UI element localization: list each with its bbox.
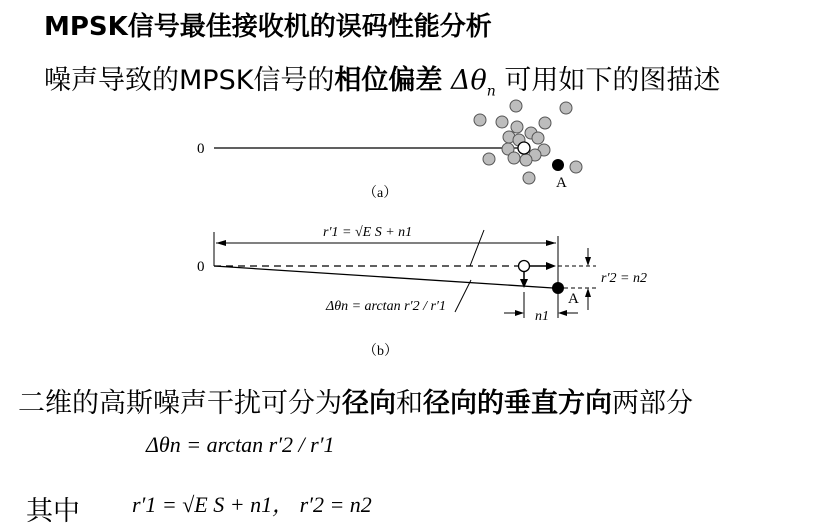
figure-a-origin-label: 0 <box>197 141 205 157</box>
dim-arrow-left <box>216 240 226 246</box>
angle-leader <box>455 280 471 312</box>
intro-symbol: $\Delta\theta_n$ <box>451 65 496 100</box>
intro-text-after: 可用如下的图描述 <box>504 65 721 96</box>
ideal-signal-point <box>519 261 530 272</box>
noise-cloud <box>474 100 582 184</box>
figure-b-caption: （b） <box>363 344 398 359</box>
main-formula: Δθn = arctan r′2 / r′1 <box>146 432 335 457</box>
where-formula: r′1 = √E S + n1， r′2 = n2 <box>132 492 372 517</box>
sentence-part-1: 二维的高斯噪声干扰可分为 <box>18 388 342 419</box>
received-vector <box>214 266 553 288</box>
sentence-part-3: 两部分 <box>612 388 693 419</box>
figure-a-caption: （a） <box>363 186 398 201</box>
received-point-a <box>552 282 564 294</box>
n1-dim-arrow-right <box>558 310 567 316</box>
n1-label: n1 <box>535 309 549 324</box>
intro-text-before: 噪声导致的MPSK信号的 <box>44 65 335 96</box>
r2-formula: r′2 = n2 <box>601 271 647 286</box>
figure-a <box>197 100 582 201</box>
intro-emphasis: 相位偏差 <box>334 65 443 96</box>
angle-formula: Δθn = arctan r′2 / r′1 <box>326 299 446 314</box>
sentence-emphasis-1: 径向 <box>342 388 396 419</box>
r2-arrow-lower <box>585 288 591 297</box>
n1-arrowhead <box>546 262 556 270</box>
page-title: MPSK信号最佳接收机的误码性能分析 <box>44 12 492 42</box>
figure-b <box>197 225 647 359</box>
figure-b-origin-label: 0 <box>197 259 205 275</box>
r1-formula: r′1 = √E S + n1 <box>323 225 413 240</box>
figure-b-point-label: A <box>568 291 579 307</box>
sentence-part-2: 和 <box>396 388 423 419</box>
ideal-signal-point <box>518 142 530 154</box>
r2-arrow-upper <box>585 257 591 266</box>
where-label: 其中 <box>26 496 80 527</box>
sentence-emphasis-2: 径向的垂直方向 <box>423 388 612 419</box>
n1-dim-arrow-left <box>515 310 524 316</box>
received-point-a <box>552 159 564 171</box>
r1-leader <box>470 230 484 266</box>
figure-a-point-label: A <box>556 175 567 191</box>
noise-decomposition-sentence <box>18 381 693 420</box>
dim-arrow-right <box>546 240 556 246</box>
